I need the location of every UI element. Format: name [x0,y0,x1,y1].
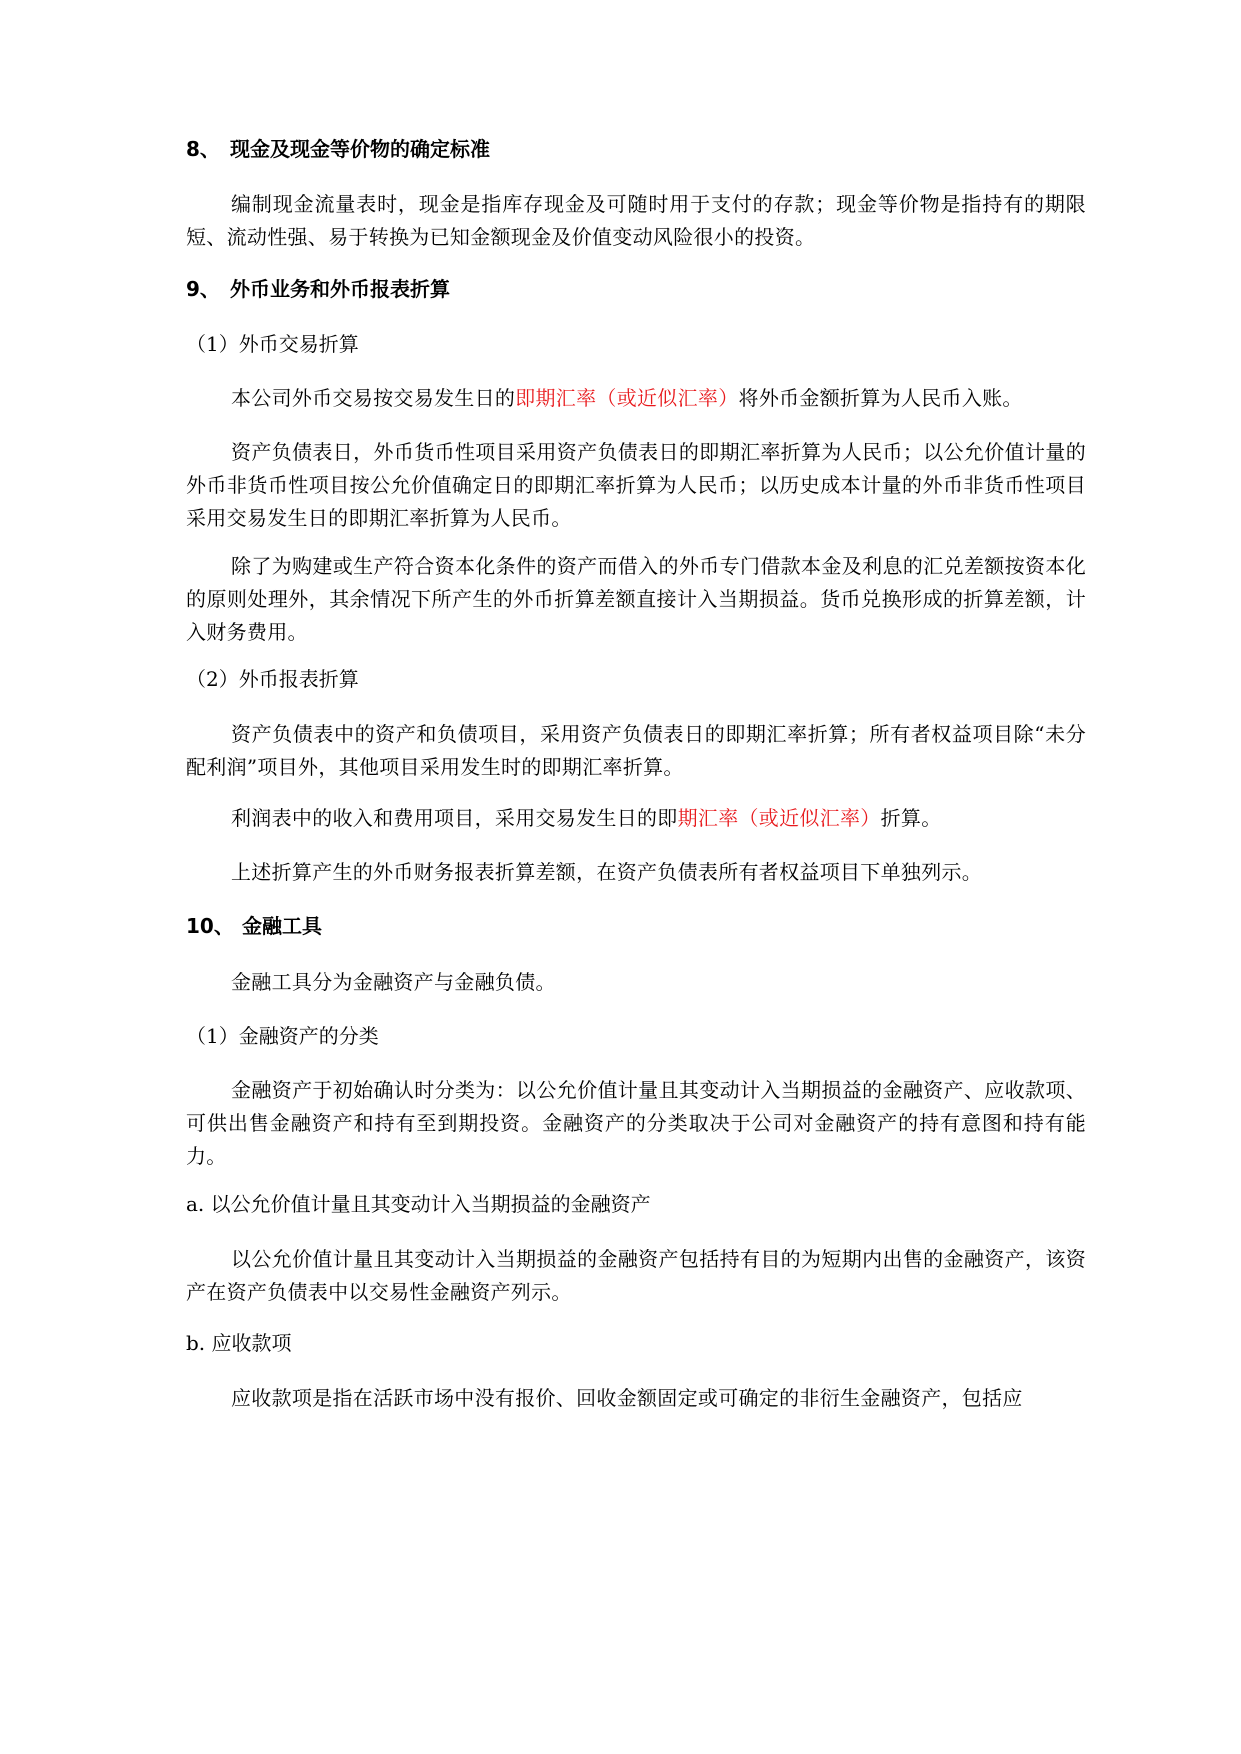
section-8-paragraph: 编制现金流量表时，现金是指库存现金及可随时用于支付的存款；现金等价物是指持有的期限短、流动性强、易于转换为已知金额现金及价值变动风险很小的投资。 [186,192,1086,249]
section-10-paragraph-1: 金融工具分为金融资产与金融负债。 [231,970,556,994]
section-9-paragraph-2: 资产负债表日，外币货币性项目采用资产负债表日的即期汇率折算为人民币；以公允价值计量的外币非货币性项目按公允价值确定日的即期汇率折算为人民币；以历史成本计量的外币非货币性项目采用交易发生日的即期汇率折算为人民币。 [186,440,1086,530]
section-9-p5-highlight: 期汇率（或近似汇率） [677,806,881,830]
section-8-title: 现金及现金等价物的确定标准 [230,137,490,161]
section-8-heading [186,133,1086,166]
section-9-p1-before: 本公司外币交易按交易发生日的 [231,386,516,410]
section-9-subheading-2: （2）外币报表折算 [186,667,359,691]
section-9-paragraph-5 [186,802,1086,835]
section-10-paragraph-3: 以公允价值计量且其变动计入当期损益的金融资产包括持有目的为短期内出售的金融资产，该资产在资产负债表中以交易性金融资产列示。 [186,1247,1086,1304]
section-8-number: 8、 [186,137,220,161]
section-10-paragraph-2: 金融资产于初始确认时分类为：以公允价值计量且其变动计入当期损益的金融资产、应收款项、可供出售金融资产和持有至到期投资。金融资产的分类取决于公司对金融资产的持有意图和持有能力。 [186,1078,1086,1168]
section-9-title: 外币业务和外币报表折算 [230,277,450,301]
section-10-subheading-1: （1）金融资产的分类 [186,1024,379,1048]
section-10-item-a: a. 以公允价值计量且其变动计入当期损益的金融资产 [186,1192,651,1216]
section-10-title: 金融工具 [242,914,322,938]
section-10-item-b: b. 应收款项 [186,1331,292,1355]
section-10-number: 10、 [186,914,234,938]
section-9-paragraph-6: 上述折算产生的外币财务报表折算差额，在资产负债表所有者权益项目下单独列示。 [231,860,983,884]
section-9-number: 9、 [186,277,220,301]
section-9-paragraph-4: 资产负债表中的资产和负债项目，采用资产负债表日的即期汇率折算；所有者权益项目除“未分配利润”项目外，其他项目采用发生时的即期汇率折算。 [186,722,1086,779]
section-10-heading [186,910,1086,943]
section-9-p5-before: 利润表中的收入和费用项目，采用交易发生日的即 [231,806,678,830]
section-9-subheading-1: （1）外币交易折算 [186,332,359,356]
section-9-paragraph-1 [186,382,1086,415]
section-9-p1-after: 将外币金额折算为人民币入账。 [738,386,1023,410]
section-9-p1-highlight: 即期汇率（或近似汇率） [515,386,739,410]
section-9-heading [186,273,1086,306]
section-9-p5-after: 折算。 [880,806,942,830]
section-9-paragraph-3: 除了为购建或生产符合资本化条件的资产而借入的外币专门借款本金及利息的汇兑差额按资本化的原则处理外，其余情况下所产生的外币折算差额直接计入当期损益。货币兑换形成的折算差额，计入财务费用。 [186,554,1086,644]
section-10-paragraph-4: 应收款项是指在活跃市场中没有报价、回收金额固定或可确定的非衍生金融资产，包括应 [231,1386,1023,1410]
